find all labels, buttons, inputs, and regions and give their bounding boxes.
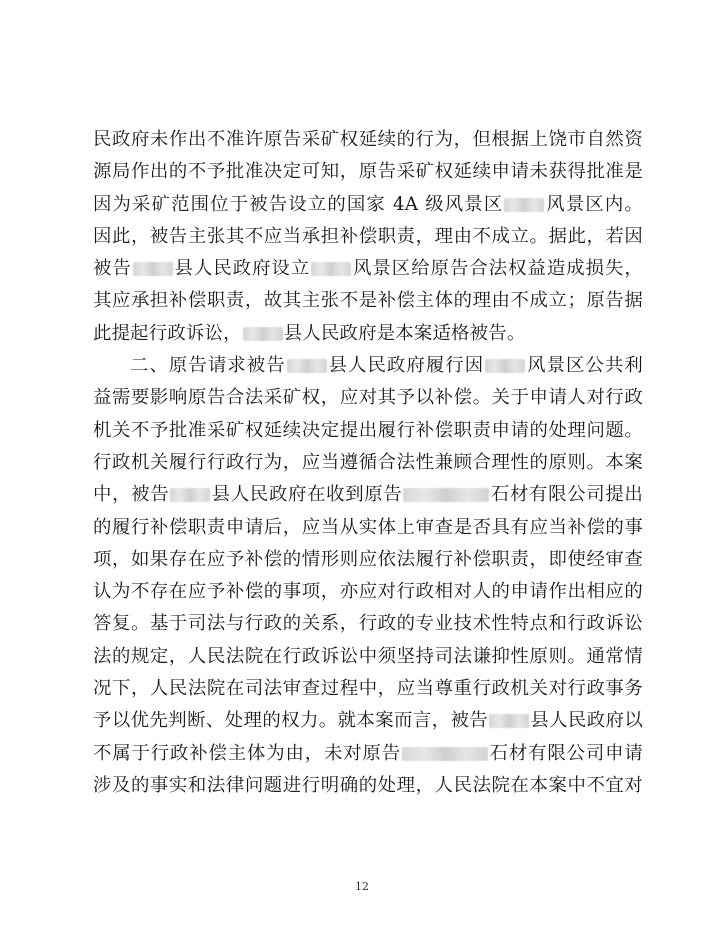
text-segment: 法的规定，人民法院在行政诉讼中须坚持司法谦抑性原则。通常情 (93, 645, 643, 667)
text-segment: 其应承担补偿职责，故其主张不是补偿主体的理由不成立；原告据 (93, 290, 643, 312)
text-line (93, 382, 643, 414)
text-segment: 被告 (93, 258, 132, 280)
redacted-name (489, 714, 529, 728)
redacted-name (485, 359, 525, 373)
text-segment: 因此，被告主张其不应当承担补偿职责，理由不成立。据此，若因 (93, 225, 643, 247)
text-line (93, 770, 643, 802)
text-line (93, 318, 643, 350)
text-segment: 源局作出的不予批准决定可知，原告采矿权延续申请未获得批准是 (93, 161, 643, 183)
text-segment: 益需要影响原告合法采矿权，应对其予以补偿。关于申请人对行政 (93, 387, 643, 409)
text-line (93, 576, 643, 608)
text-segment: 县人民政府设立 (173, 258, 311, 280)
text-line (93, 189, 643, 221)
text-line (93, 221, 643, 253)
text-line (93, 512, 643, 544)
text-segment: 答复。基于司法与行政的关系，行政的专业技术性特点和行政诉讼 (93, 613, 643, 635)
redacted-name (504, 198, 544, 212)
page-number: 12 (355, 880, 369, 893)
text-line (93, 350, 643, 382)
text-segment: 予以优先判断、处理的权力。就本案而言，被告 (93, 710, 489, 732)
redacted-name (311, 262, 351, 276)
text-segment: 认为不存在应予补偿的事项，亦应对行政相对人的申请作出相应的 (93, 581, 643, 603)
text-segment: 因为采矿范围位于被告设立的国家 4A 级风景区 (93, 193, 504, 215)
text-line (93, 124, 643, 156)
text-segment: 风景区公共利 (526, 355, 643, 377)
redacted-name (402, 747, 488, 761)
text-segment: 中，被告 (93, 484, 170, 506)
text-segment: 况下，人民法院在司法审查过程中，应当尊重行政机关对行政事务 (93, 678, 643, 700)
text-segment: 项，如果存在应予补偿的情形则应依法履行补偿职责，即使经审查 (93, 548, 643, 570)
text-segment: 机关不予批准采矿权延续决定提出履行补偿职责申请的处理问题。 (93, 419, 643, 441)
redacted-name (287, 359, 327, 373)
text-segment: 的履行补偿职责申请后，应当从实体上审查是否具有应当补偿的事 (93, 516, 643, 538)
text-segment: 风景区内。 (545, 193, 643, 215)
text-segment: 此提起行政诉讼， (93, 322, 242, 344)
text-segment: 行政机关履行行政行为，应当遵循合法性兼顾合理性的原则。本案 (93, 451, 643, 473)
text-line (93, 641, 643, 673)
text-segment: 涉及的事实和法律问题进行明确的处理，人民法院在本案中不宜对 (93, 774, 643, 796)
text-segment: 县人民政府履行因 (327, 355, 485, 377)
text-line (93, 738, 643, 770)
redacted-name (403, 488, 489, 502)
text-line (93, 544, 643, 576)
text-line (93, 705, 643, 737)
text-line (93, 479, 643, 511)
text-segment: 县人民政府在收到原告 (211, 484, 403, 506)
text-segment: 二、原告请求被告 (130, 355, 286, 377)
text-segment: 石材有限公司提出 (490, 484, 643, 506)
text-line (93, 156, 643, 188)
text-line (93, 285, 643, 317)
redacted-name (243, 327, 283, 341)
text-line (93, 415, 643, 447)
text-segment: 县人民政府以 (530, 710, 643, 732)
body-text (93, 124, 643, 802)
redacted-name (170, 488, 210, 502)
text-segment: 县人民政府是本案适格被告。 (283, 322, 526, 344)
text-segment: 不属于行政补偿主体为由，未对原告 (93, 742, 401, 764)
text-line (93, 253, 643, 285)
text-line (93, 447, 643, 479)
text-segment: 风景区给原告合法权益造成损失， (352, 258, 643, 280)
text-segment: 石材有限公司申请 (489, 742, 643, 764)
text-segment: 民政府未作出不准许原告采矿权延续的行为，但根据上饶市自然资 (93, 129, 643, 150)
text-line (93, 673, 643, 705)
redacted-name (133, 262, 173, 276)
text-line (93, 608, 643, 640)
